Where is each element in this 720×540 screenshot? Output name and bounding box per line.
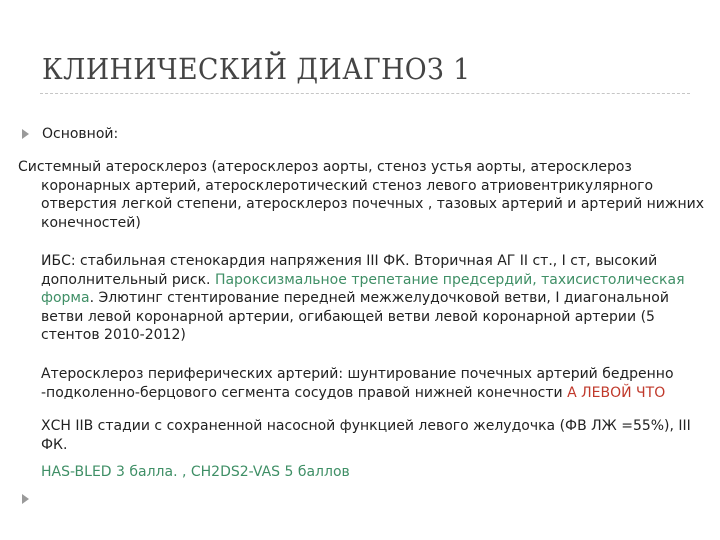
slide-title: КЛИНИЧЕСКИЙ ДИАГНОЗ 1 — [42, 52, 471, 86]
peripheral-red-text: А ЛЕВОЙ ЧТО — [567, 384, 666, 401]
triangle-bullet-icon — [22, 129, 29, 139]
ihd-text-1: ИБС: стабильная стенокардия напряжения III ФК. Вторичная АГ II ст., I ст, высокий дополнительный риск. — [41, 253, 658, 288]
atherosclerosis-paragraph — [18, 158, 708, 232]
ihd-green-text: Пароксизмальное трепетание предсердий, тахисистолическая форма — [41, 271, 685, 306]
triangle-bullet-icon-empty — [22, 494, 29, 504]
chf-paragraph: ХСН IIВ стадии с сохраненной насосной функцией левого желудочка (ФВ ЛЖ =55%), III ФК. — [41, 418, 691, 453]
ihd-paragraph — [41, 252, 706, 345]
main-diagnosis-label: Основной: — [42, 126, 119, 142]
title-divider — [40, 93, 690, 94]
peripheral-text: Атеросклероз периферических артерий: шунтирование почечных артерий бедренно -подколенно-берцового сегмента сосудов правой нижней конечности — [41, 366, 674, 401]
peripheral-paragraph — [41, 365, 706, 402]
ihd-text-2: . Элютинг стентирование передней межжелудочковой ветви, I диагональной ветви левой коронарной артерии, огибающей ветви левой коронарной артерии (5 стентов 2010-2012) — [41, 290, 669, 343]
scores-paragraph: HAS-BLED 3 балла. , CH2DS2-VAS 5 баллов — [41, 464, 350, 480]
atherosclerosis-first-line: Системный атеросклероз (атеросклероз аорты, стеноз устья аорты, атеросклероз — [18, 159, 632, 175]
atherosclerosis-rest: коронарных артерий, атеросклеротический стеноз левого атриовентрикулярного отверстия легкой степени, атеросклероз почечных , тазовых артерий и артерий нижних конечностей) — [41, 177, 705, 231]
